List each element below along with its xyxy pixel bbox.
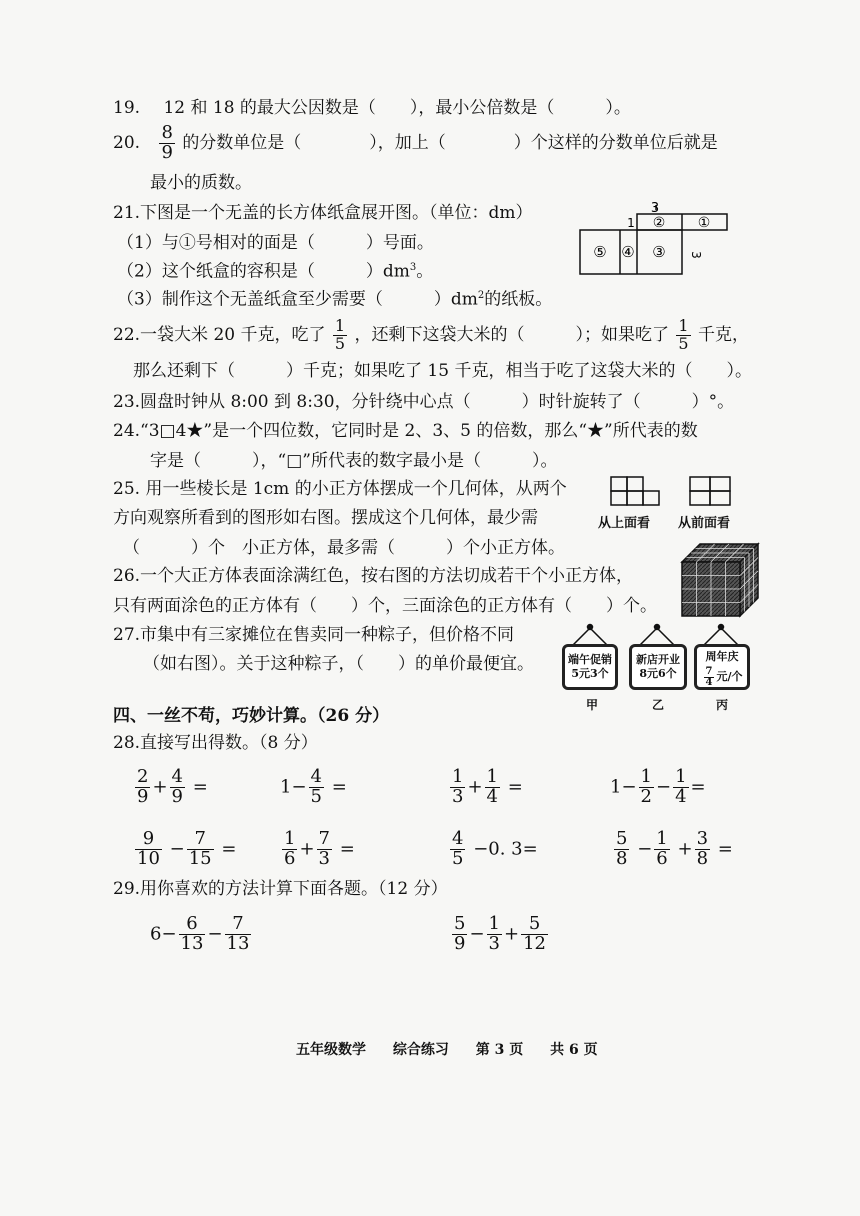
box-net-diagram <box>570 200 760 280</box>
question-20 <box>113 124 718 163</box>
sign-yi: 新店开业 8元6个 <box>629 644 687 690</box>
question-21-part1: （1）与①号相对的面是（ ）号面。 <box>117 233 434 253</box>
face-2: ② <box>652 215 666 231</box>
question-24-line2: 字是（ ），“□”所代表的数字最小是（ ）。 <box>150 451 558 471</box>
sign-jia: 端午促销 5元3个 <box>562 644 618 690</box>
expr-28-2: 1− $\frac{4}{5}$ = <box>280 766 347 807</box>
question-21-part3: （3）制作这个无盖纸盒至少需要（ ）$dm^2$的纸板。 <box>117 289 553 310</box>
view-label-front: 从前面看 <box>678 516 731 531</box>
face-5: ⑤ <box>593 243 607 261</box>
question-28-title: 28.直接写出得数。（8 分） <box>113 733 318 753</box>
fraction: $\frac{8}{9}$ <box>161 122 173 163</box>
top-view-diagram <box>605 473 665 509</box>
question-22-line2: 那么还剩下（ ）千克；如果吃了 15 千克，相当于吃了这袋大米的（ ）。 <box>133 361 752 381</box>
question-19 <box>113 100 631 117</box>
question-29-title: 29.用你喜欢的方法计算下面各题。（12 分） <box>113 879 448 899</box>
section-4-title: 四、一丝不苟，巧妙计算。（26 分） <box>113 706 390 726</box>
face-1: ① <box>697 215 711 231</box>
question-text: 的分数单位是（ ），加上（ ）个这样的分数单位后就是 <box>182 132 718 153</box>
question-21-part2: （2）这个纸盒的容积是（ ）$dm^3$。 <box>117 261 434 282</box>
expr-28-4: 1− $\frac{1}{2}$ − $\frac{1}{4}$ = <box>610 766 706 807</box>
question-25-line3: （ ）个 小正方体，最多需（ ）个小正方体。 <box>123 538 565 558</box>
expr-29-1: 6− $\frac{6}{13}$ − $\frac{7}{13}$ <box>150 913 250 954</box>
expr-28-3: $\frac{1}{3}$ + $\frac{1}{4}$ = <box>452 766 523 807</box>
expr-28-5: $\frac{9}{10}$ − $\frac{7}{15}$ = <box>137 828 237 869</box>
expr-29-2: $\frac{5}{9}$ − $\frac{1}{3}$ + $\frac{5}{12}$ <box>454 913 546 954</box>
expr-28-6: $\frac{1}{6}$ + $\frac{7}{3}$ = <box>284 828 355 869</box>
expr-28-7: $\frac{4}{5}$ −0. 3= <box>452 828 538 869</box>
sign-label-bing: 丙 <box>716 698 729 712</box>
question-number: 20. <box>113 132 141 153</box>
sign-label-yi: 乙 <box>652 698 665 712</box>
question-22-line1: 22.一袋大米 20 千克，吃了 $\frac{1}{5}$ ，还剩下这袋大米的（ ）；如果吃了 $\frac{1}{5}$ 千克， <box>113 316 749 353</box>
face-3: ③ <box>652 243 666 261</box>
page-footer: 五年级数学 综合练习 第 3 页 共 6 页 <box>296 1042 598 1058</box>
expr-28-1: $\frac{2}{9}$ + $\frac{4}{9}$ = <box>137 766 208 807</box>
net-right-dimension: 3 <box>689 251 703 259</box>
question-20-cont: 最小的质数。 <box>150 173 252 193</box>
net-left-dimension: 1 <box>627 216 635 230</box>
view-label-top: 从上面看 <box>598 516 651 531</box>
question-number: 19. <box>113 98 141 118</box>
question-26-line1: 26.一个大正方体表面涂满红色，按右图的方法切成若干个小正方体， <box>113 566 634 586</box>
question-text: 12 和 18 的最大公因数是（ ），最小公倍数是（ ）。 <box>163 98 631 118</box>
face-4: ④ <box>621 243 635 261</box>
sign-bing: 周年庆 $\frac{7}{4}$ 元/个 <box>694 644 750 690</box>
sign-label-jia: 甲 <box>586 698 599 712</box>
net-top-dimension: 3 <box>650 201 660 216</box>
question-23: 23.圆盘时钟从 8:00 到 8:30，分针绕中心点（ ）时针旋转了（ ）°。 <box>113 392 735 412</box>
fraction: $\frac{1}{5}$ <box>334 316 346 353</box>
question-24-line1: 24.“3□4★”是一个四位数，它同时是 2、3、5 的倍数，那么“★”所代表的数 <box>113 421 698 441</box>
question-26-line2: 只有两面涂色的正方体有（ ）个，三面涂色的正方体有（ ）个。 <box>113 596 657 616</box>
question-25-line2: 方向观察所看到的图形如右图。摆成这个几何体，最少需 <box>113 508 538 528</box>
expr-28-8: $\frac{5}{8}$ − $\frac{1}{6}$ + $\frac{3}{8}$ = <box>616 828 733 869</box>
question-21-title: 21.下图是一个无盖的长方体纸盒展开图。（单位：dm） <box>113 203 533 223</box>
cut-cube-diagram <box>678 540 762 618</box>
question-25-line1: 25. 用一些棱长是 1cm 的小正方体摆成一个几何体，从两个 <box>113 479 567 499</box>
question-27-line1: 27.市集中有三家摊位在售卖同一种粽子，但价格不同 <box>113 625 515 645</box>
question-27-line2: （如右图）。关于这种粽子，（ ）的单价最便宜。 <box>143 654 534 674</box>
fraction: $\frac{1}{5}$ <box>678 316 689 353</box>
front-view-diagram <box>686 473 736 509</box>
